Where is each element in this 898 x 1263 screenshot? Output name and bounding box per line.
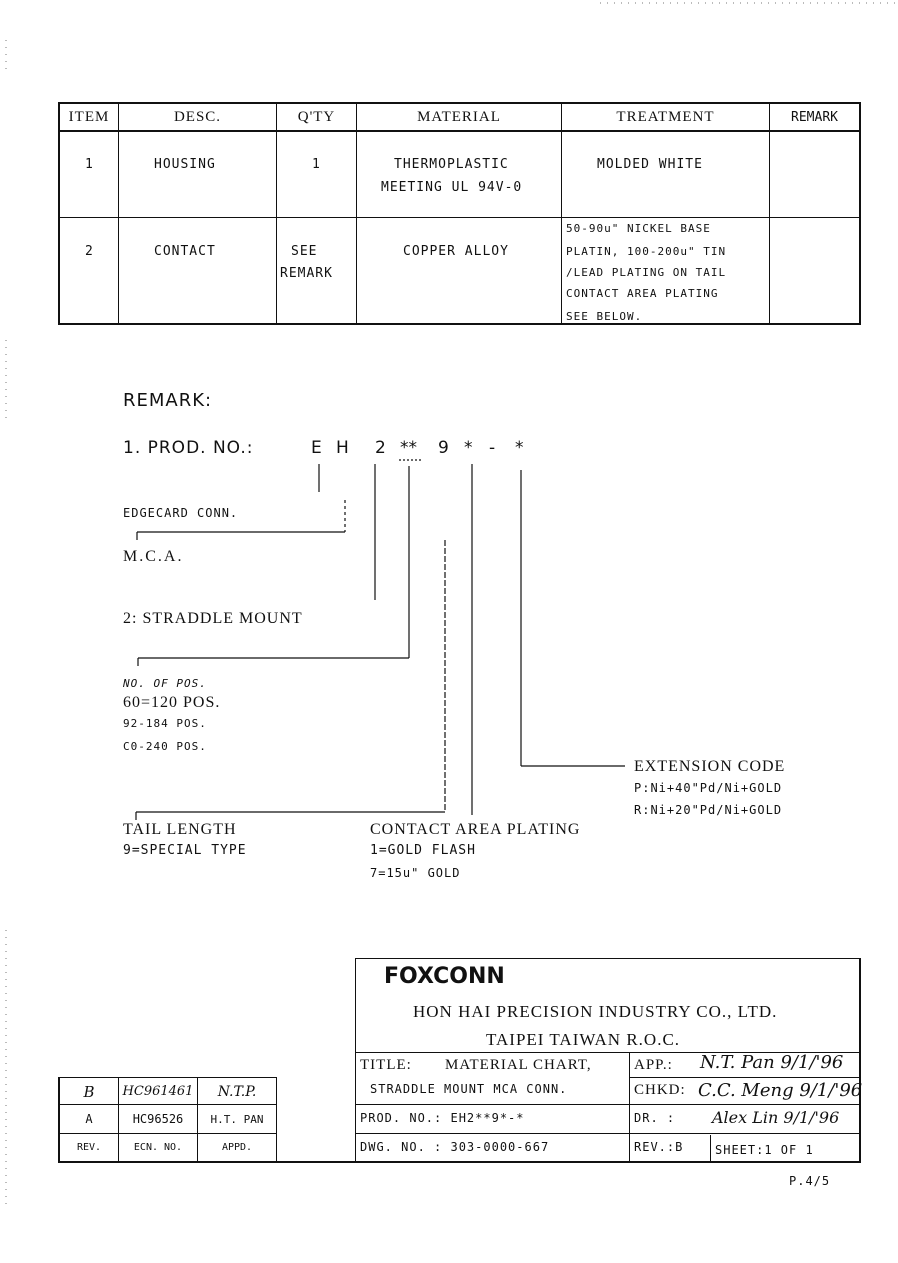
chkd-signature: C.C. Meng 9/1/'96 [698, 1080, 863, 1101]
row2-desc: CONTACT [154, 244, 216, 259]
header-desc: DESC. [173, 108, 222, 125]
code-char-dash: - [489, 438, 497, 458]
row1-qty: 1 [312, 157, 321, 172]
row2-treatment-2: PLATIN, 100-200u" TIN [566, 245, 727, 258]
plating-15u-gold: 7=15u" GOLD [370, 866, 461, 880]
row2-qty-line2: REMARK [280, 266, 333, 281]
header-treatment: TREATMENT [616, 108, 715, 125]
header-remark: REMARK [791, 109, 838, 125]
rev-b-appd: N.T.P. [217, 1083, 257, 1100]
rev-header-rev: REV. [76, 1142, 102, 1153]
row2-material: COPPER ALLOY [403, 244, 509, 259]
rev-a: A [85, 1112, 93, 1126]
extension-title: EXTENSION CODE [634, 758, 786, 775]
title-label: TITLE: [360, 1057, 412, 1073]
pos-60-120: 60=120 POS. [123, 694, 221, 711]
prod-no-field: PROD. NO.: EH2**9*-* [360, 1111, 525, 1125]
rev-header-ecn: ECN. NO. [133, 1142, 183, 1153]
code-char-plating: * [464, 438, 474, 458]
code-char-h: H [336, 438, 350, 458]
header-item: ITEM [68, 108, 110, 125]
extension-p: P:Ni+40"Pd/Ni+GOLD [634, 781, 783, 795]
pos-92-184: 92-184 POS. [123, 717, 207, 730]
row1-material-line1: THERMOPLASTIC [394, 157, 509, 172]
extension-r: R:Ni+20"Pd/Ni+GOLD [634, 803, 783, 817]
row2-treatment-4: CONTACT AREA PLATING [566, 287, 719, 300]
title-line2: STRADDLE MOUNT MCA CONN. [370, 1082, 568, 1096]
row2-treatment-5: SEE BELOW. [566, 310, 643, 323]
rev-b-ecn: HC961461 [122, 1084, 194, 1099]
pos-title: NO. OF POS. [123, 677, 207, 690]
page-number: P.4/5 [789, 1174, 831, 1188]
straddle-label: 2: STRADDLE MOUNT [123, 610, 303, 627]
mca-label: M.C.A. [123, 548, 184, 565]
row2-treatment-1: 50-90u" NICKEL BASE [566, 222, 711, 235]
sheet-field: SHEET:1 OF 1 [715, 1143, 814, 1157]
title-line1: MATERIAL CHART, [445, 1057, 592, 1073]
prod-no-label: 1. PROD. NO.: [123, 438, 254, 458]
pos-c0-240: C0-240 POS. [123, 740, 207, 753]
remark-title: REMARK: [123, 390, 213, 411]
dr-signature: Alex Lin 9/1/'96 [712, 1108, 840, 1127]
tail-title: TAIL LENGTH [123, 821, 237, 838]
row2-qty-line1: SEE [291, 244, 318, 259]
code-char-9: 9 [438, 438, 450, 458]
code-char-e: E [311, 438, 323, 458]
chkd-label: CHKD: [634, 1082, 686, 1098]
row2-treatment-3: /LEAD PLATING ON TAIL [566, 266, 727, 279]
tail-special: 9=SPECIAL TYPE [123, 843, 247, 858]
row1-material-line2: MEETING UL 94V-0 [381, 180, 523, 195]
company-location: TAIPEI TAIWAN R.O.C. [486, 1030, 681, 1049]
code-char-2: 2 [375, 438, 387, 458]
row1-treatment: MOLDED WHITE [597, 157, 703, 172]
company-name: HON HAI PRECISION INDUSTRY CO., LTD. [413, 1002, 778, 1021]
foxconn-logo: FOXCONN [384, 964, 505, 989]
header-qty: Q'TY [297, 108, 336, 125]
code-char-ext: * [515, 438, 525, 458]
edgecard-label: EDGECARD CONN. [123, 506, 239, 520]
plating-title: CONTACT AREA PLATING [370, 821, 581, 838]
header-material: MATERIAL [417, 108, 501, 125]
code-char-pos: ** [400, 438, 417, 458]
rev-b: B [83, 1082, 95, 1101]
dr-label: DR. : [634, 1111, 676, 1125]
row1-item: 1 [85, 157, 94, 172]
plating-gold-flash: 1=GOLD FLASH [370, 843, 476, 858]
app-label: APP.: [634, 1057, 673, 1073]
row1-desc: HOUSING [154, 157, 216, 172]
app-signature: N.T. Pan 9/1/'96 [700, 1052, 844, 1073]
row2-item: 2 [85, 244, 94, 259]
rev-a-ecn: HC96526 [132, 1112, 184, 1126]
rev-a-appd: H.T. PAN [210, 1112, 264, 1126]
dwg-no-field: DWG. NO. : 303-0000-667 [360, 1140, 550, 1154]
rev-field: REV.:B [634, 1140, 684, 1154]
rev-header-appd: APPD. [221, 1142, 253, 1153]
